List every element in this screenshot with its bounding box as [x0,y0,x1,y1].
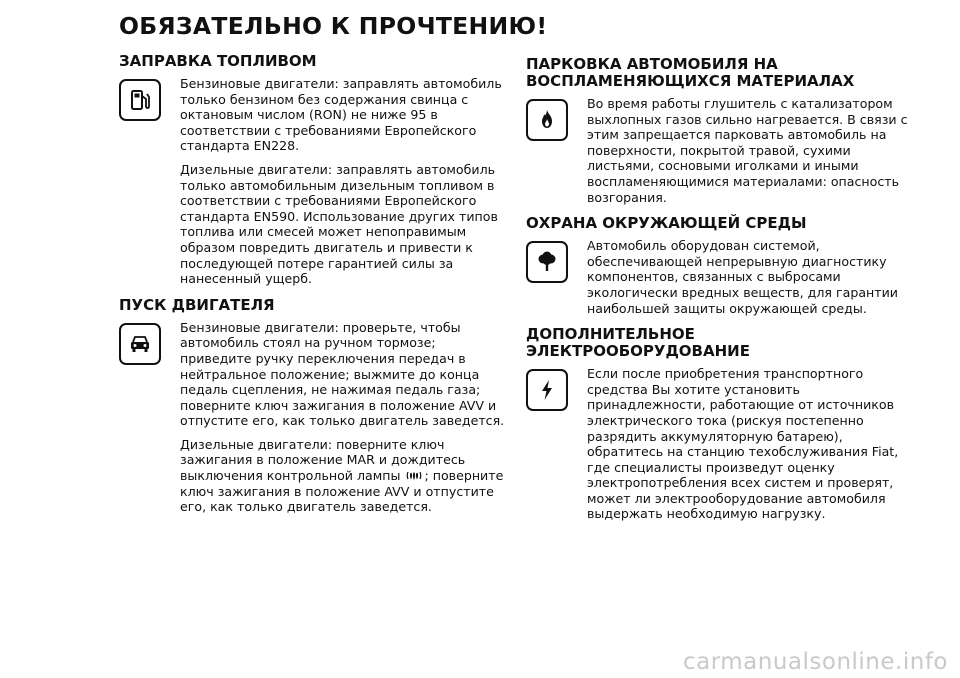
section-refuel [119,76,511,287]
left-column [119,53,511,515]
right-column [526,56,918,522]
electrical-text: Если после приобретения транспортного средства Вы хотите установить принадлежности, работающие от источников электрического тока (рискуя постепенно разрядить аккумуляторную батарею), обратитесь на станцию техобслуживания Fiat, где специалисты произведут оценку электропотребления всех систем и проверят, может ли электрооборудование автомобиля выдержать необходимую нагрузку. [587,366,899,522]
start-petrol-text: Бензиновые двигатели: проверьте, чтобы автомобиль стоял на ручном тормозе; приведите ручку переключения передач в нейтральное положение; выжмите до конца педаль сцепления, не нажимая педаль газа; поверните ключ зажигания в положение AVV и отпустите его, как только двигатель заведется. [180,319,505,429]
environment-text: Автомобиль оборудован системой, обеспечивающей непрерывную диагностику компонентов, связанных с выбросами экологически вредных веществ, для гарантии наибольшей защиты окружающей среды. [587,238,898,316]
flame-icon [526,99,568,141]
refuel-petrol-text: Бензиновые двигатели: заправлять автомобиль только бензином без содержания свинца с октановым числом (RON) не ниже 95 в соответствии с требованиями Европейского стандарта EN228. [180,76,502,154]
page-title: ОБЯЗАТЕЛЬНО К ПРОЧТЕНИЮ! [119,12,548,40]
section-heading-parking: ПАРКОВКА АВТОМОБИЛЯ НА ВОСПЛАМЕНЯЮЩИХСЯ МАТЕРИАЛАХ [526,55,855,90]
parking-text: Во время работы глушитель с катализатором выхлопных газов сильно нагревается. В связи с этим запрещается парковать автомобиль на поверхности, покрытой травой, сухими листьями, сосновыми иголками и иными воспламеняющимися материалами: опасность возгорания. [587,96,908,205]
tree-icon [526,241,568,283]
section-heading-refuel: ЗАПРАВКА ТОПЛИВОМ [119,52,317,70]
glow-plug-icon [406,470,422,481]
start-diesel-text-b: ; [424,468,429,484]
section-heading-environment: ОХРАНА ОКРУЖАЮЩЕЙ СРЕДЫ [526,214,807,233]
section-heading-electrical: ДОПОЛНИТЕЛЬНОЕ ЭЛЕКТРООБОРУДОВАНИЕ [526,325,750,361]
section-parking [526,96,918,205]
section-start [119,320,511,515]
start-diesel-text-a: Дизельные двигатели: поверните ключ зажигания в положение MAR и дождитесь выключения контрольной лампы [180,436,466,484]
section-heading-start: ПУСК ДВИГАТЕЛЯ [119,295,275,314]
lightning-icon [526,369,568,411]
watermark: carmanualsonline.info [682,649,948,675]
start-diesel-text [180,437,511,515]
start-diesel-text-c: поверните ключ зажигания в положение AVV и отпустите его, как только двигатель заведется. [180,468,504,515]
section-electrical [526,366,918,522]
refuel-diesel-text: Дизельные двигатели: заправлять автомобиль только автомобильным дизельным топливом в соответствии с требованиями Европейского стандарта EN590. Использование других типов топлива или смесей может непоправимым образом повредить двигатель и привести к последующей потере гарантией силы за нанесенный ущерб. [180,161,498,287]
car-icon [119,323,161,365]
section-environment [526,238,918,316]
fuel-pump-icon [119,79,161,121]
